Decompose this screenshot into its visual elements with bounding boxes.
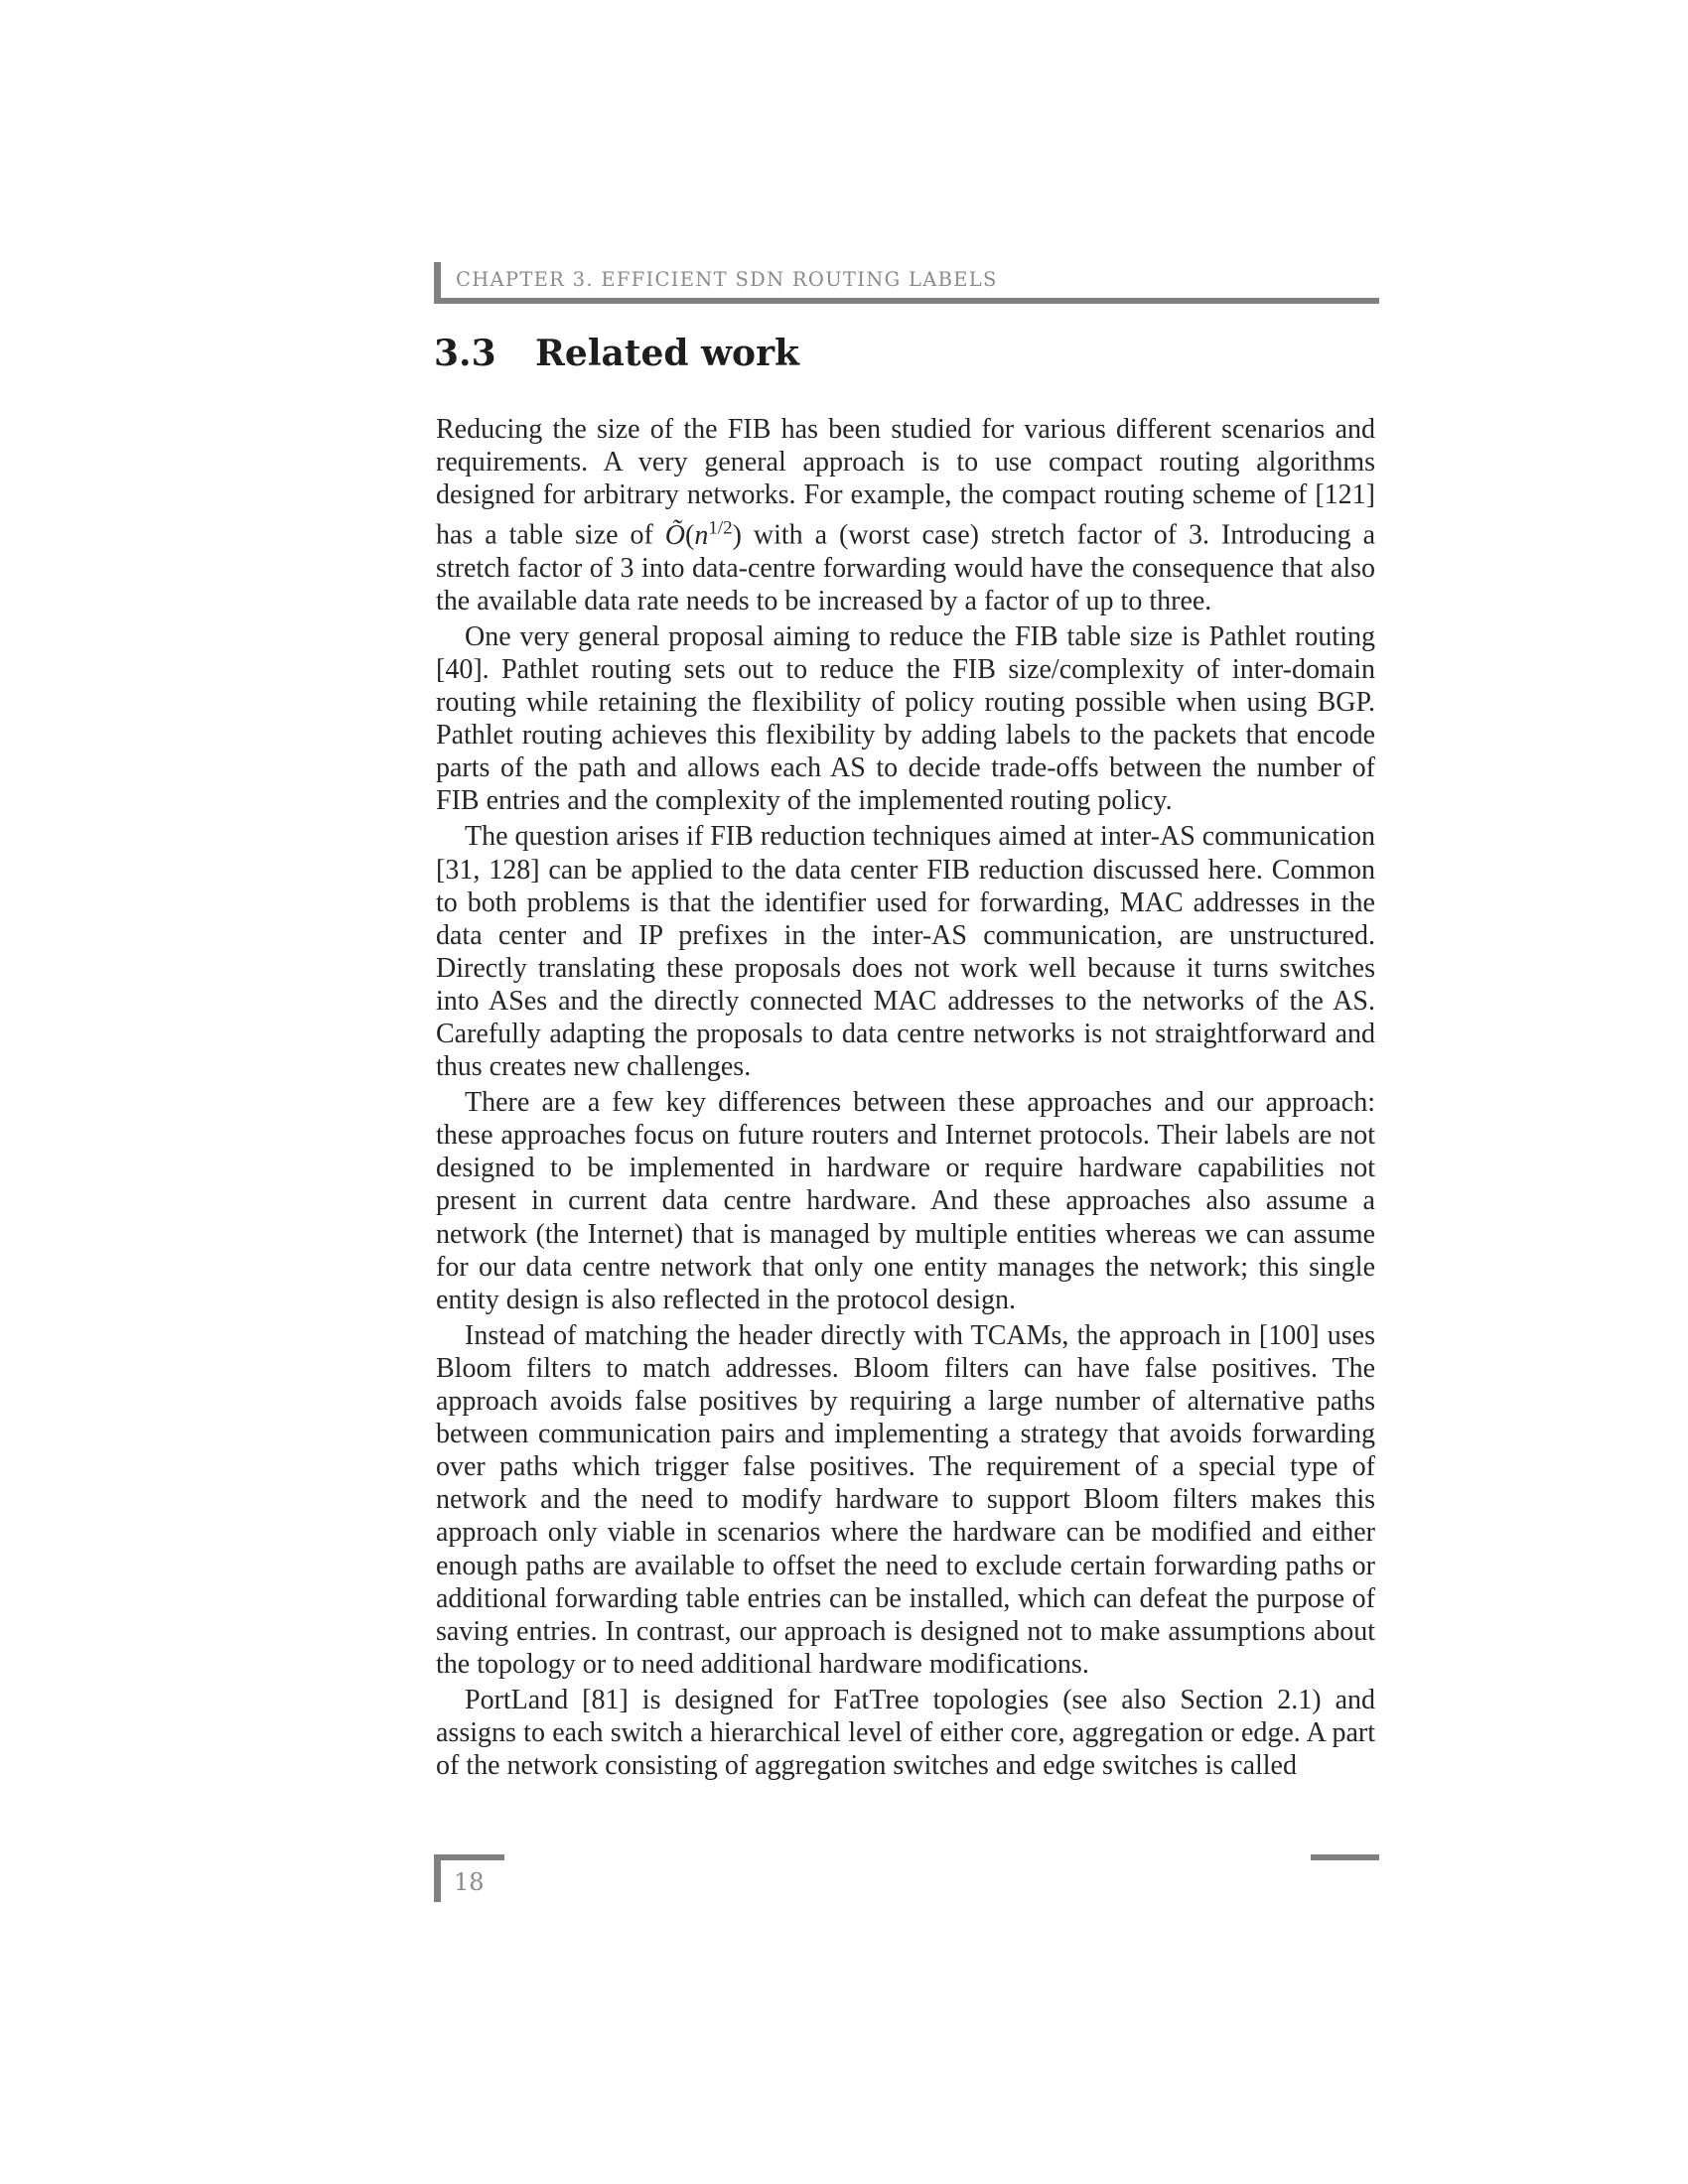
footer-left-rule: [434, 1854, 504, 1860]
running-header: [434, 260, 1379, 306]
paragraph-3: The question arises if FIB reduction techniques aimed at inter-AS communication [31, 128] can be applied to the data center FIB reduction discussed here. Common to both problems is that the identifier used for forwarding, MAC addresses in the data center and IP prefixes in the inter-AS communication, are unstructured. Directly translating these proposals does not work well because it turns switches into ASes and the directly connected MAC addresses to the networks of the AS. Carefully adapting the proposals to data centre networks is not straightforward and thus creates new challenges.: [436, 821, 1375, 1083]
footer-right-rule: [1311, 1854, 1379, 1860]
math-expression: $Õ(n^{1/2})$: [664, 517, 742, 551]
paragraph-4: There are a few key differences between these approaches and our approach: these approaches focus on future routers and Internet protocols. Their labels are not designed to be implemented in hardware or require hardware capabilities not present in current data centre hardware. And these approaches also assume a network (the Internet) that is managed by multiple entities whereas we can assume for our data centre network that only one entity manages the network; this single entity design is also reflected in the protocol design.: [436, 1087, 1375, 1315]
page-footer: [434, 1854, 1379, 1906]
section-heading: [434, 333, 799, 374]
section-title: Related work: [535, 333, 799, 374]
section-number: 3.3: [434, 333, 496, 374]
footer-vertical-rule: [434, 1854, 441, 1902]
paragraph-2: One very general proposal aiming to reduce the FIB table size is Pathlet routing [40]. Pathlet routing sets out to reduce the FIB size/complexity of inter-domain routing while retaining the flexibility of policy routing possible when using BGP. Pathlet routing achieves this flexibility by adding labels to the packets that encode parts of the path and allows each AS to decide trade-offs between the number of FIB entries and the complexity of the implemented routing policy.: [436, 620, 1375, 817]
paragraph-6: PortLand [81] is designed for FatTree topologies (see also Section 2.1) and assigns to each switch a hierarchical level of either core, aggregation or edge. A part of the network consisting of aggregation switches and edge switches is called: [436, 1684, 1375, 1782]
paragraph-5: Instead of matching the header directly with TCAMs, the approach in [100] uses Bloom filters to match addresses. Bloom filters can have false positives. The approach avoids false positives by requiring a large number of alternative paths between communication pairs and implementing a strategy that avoids forwarding over paths which trigger false positives. The requirement of a special type of network and the need to modify hardware to support Bloom filters makes this approach only viable in scenarios where the hardware can be modified and either enough paths are available to offset the need to exclude certain forwarding paths or additional forwarding table entries can be installed, which can defeat the purpose of saving entries. In contrast, our approach is designed not to make assumptions about the topology or to need additional hardware modifications.: [436, 1319, 1375, 1680]
page-number: 18: [454, 1868, 485, 1896]
header-bottom-rule: [434, 298, 1379, 304]
running-title: CHAPTER 3. EFFICIENT SDN ROUTING LABELS: [456, 268, 998, 291]
paragraph-1: Reducing the size of the FIB has been studied for various different scenarios and requirements. A very general approach is to use compact routing algorithms designed for arbitrary networks. For example, the compact routing scheme of [121] has a table size of $Õ(n^{1/2})$ with a (worst case) stretch factor of 3. Introducing a stretch factor of 3 into data-centre forwarding would have the consequence that also the available data rate needs to be increased by a factor of up to three.: [436, 414, 1376, 616]
body-text: [436, 413, 1375, 1785]
